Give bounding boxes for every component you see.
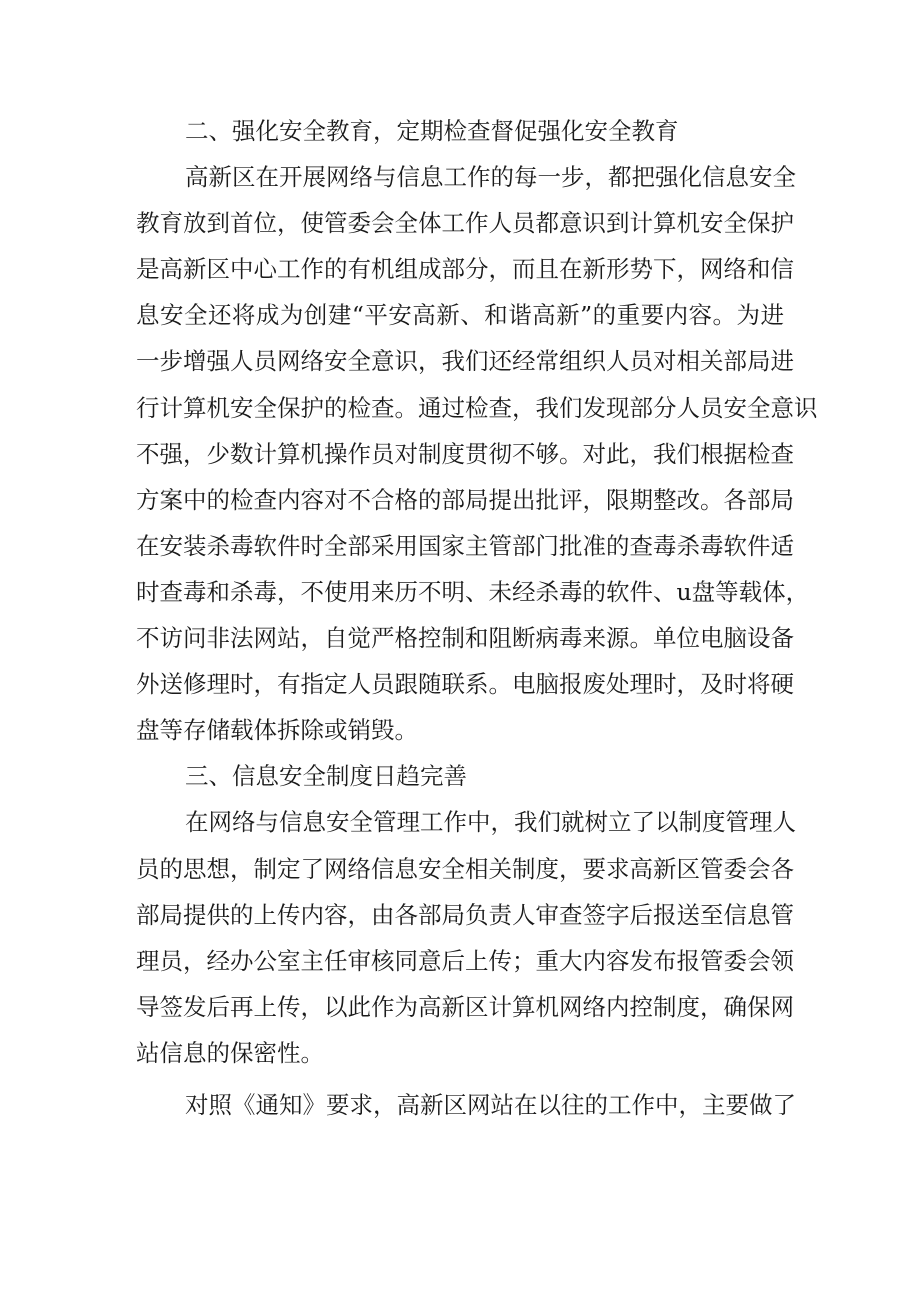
paragraph-line: 方案中的检查内容对不合格的部局提出批评，限期整改。各部局 (136, 485, 794, 514)
paragraph-line: 站信息的保密性。 (136, 1038, 324, 1067)
paragraph-line: 时查毒和杀毒，不使用来历不明、未经杀毒的软件、u盘等载体， (136, 577, 810, 606)
paragraph-line: 不访问非法网站，自觉严格控制和阻断病毒来源。单位电脑设备 (136, 624, 794, 653)
paragraph-line: 息安全还将成为创建“平安高新、和谐高新”的重要内容。为进 (136, 301, 784, 330)
paragraph-line: 对照《通知》要求，高新区网站在以往的工作中，主要做了 (185, 1090, 796, 1119)
document-body (136, 108, 818, 1128)
section-2-paragraph (136, 154, 818, 753)
section-heading-2: 二、强化安全教育，定期检查督促强化安全教育 (185, 117, 679, 145)
paragraph-line: 理员，经办公室主任审核同意后上传；重大内容发布报管委会领 (136, 946, 794, 975)
paragraph-line: 员的思想，制定了网络信息安全相关制度，要求高新区管委会各 (136, 854, 794, 883)
paragraph-line: 教育放到首位，使管委会全体工作人员都意识到计算机安全保护 (136, 209, 794, 238)
paragraph-line: 外送修理时，有指定人员跟随联系。电脑报废处理时，及时将硬 (136, 670, 794, 699)
section-heading-3: 三、信息安全制度日趋完善 (185, 762, 467, 791)
paragraph-line: 在安装杀毒软件时全部采用国家主管部门批准的查毒杀毒软件适 (136, 531, 794, 560)
paragraph-line: 导签发后再上传，以此作为高新区计算机网络内控制度，确保网 (136, 992, 794, 1021)
paragraph-line: 不强，少数计算机操作员对制度贯彻不够。对此，我们根据检查 (136, 439, 794, 468)
paragraph-line: 在网络与信息安全管理工作中，我们就树立了以制度管理人 (185, 808, 796, 837)
paragraph-line: 是高新区中心工作的有机组成部分，而且在新形势下，网络和信 (136, 255, 794, 284)
section-3-paragraph (136, 799, 796, 1076)
paragraph-line: 盘等存储载体拆除或销毁。 (136, 716, 418, 745)
paragraph-line: 部局提供的上传内容，由各部局负责人审查签字后报送至信息管 (136, 900, 794, 929)
paragraph-line: 高新区在开展网络与信息工作的每一步，都把强化信息安全 (185, 163, 796, 192)
paragraph-line: 一步增强人员网络安全意识，我们还经常组织人员对相关部局进 (136, 347, 794, 376)
closing-paragraph (136, 1082, 796, 1128)
paragraph-line: 行计算机安全保护的检查。通过检查，我们发现部分人员安全意识 (136, 393, 818, 422)
